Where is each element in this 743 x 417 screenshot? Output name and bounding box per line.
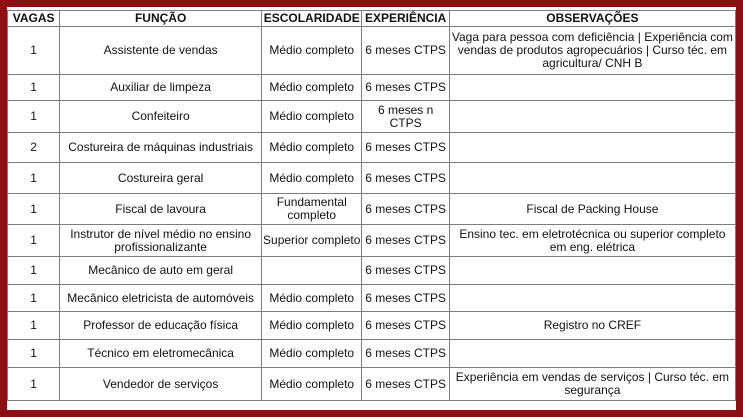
cell-vagas: 2 — [8, 133, 60, 163]
header-vagas: VAGAS — [8, 11, 60, 27]
table-row — [8, 133, 736, 163]
table-row — [8, 225, 736, 257]
table-row — [8, 27, 736, 75]
cell-vagas: 1 — [8, 101, 60, 133]
cell-escolaridade — [262, 257, 362, 285]
cell-experiencia: 6 meses CTPS — [362, 163, 449, 194]
table-row — [8, 75, 736, 101]
cell-observacoes — [449, 257, 735, 285]
cell-escolaridade: Médio completo — [262, 285, 362, 312]
cell-experiencia: 6 meses CTPS — [362, 368, 449, 401]
table-row — [8, 285, 736, 312]
cell-observacoes: Fiscal de Packing House — [449, 194, 735, 225]
cell-observacoes — [449, 340, 735, 368]
cell-escolaridade: Médio completo — [262, 368, 362, 401]
cell-vagas: 1 — [8, 194, 60, 225]
cell-escolaridade: Superior completo — [262, 225, 362, 257]
cell-funcao: Costureira geral — [60, 163, 262, 194]
cell-vagas: 1 — [8, 257, 60, 285]
table-row — [8, 194, 736, 225]
cell-observacoes — [449, 163, 735, 194]
cell-observacoes — [449, 75, 735, 101]
cell-experiencia: 6 meses CTPS — [362, 285, 449, 312]
cell-observacoes — [449, 133, 735, 163]
cell-vagas: 1 — [8, 340, 60, 368]
cell-funcao: Assistente de vendas — [60, 27, 262, 75]
cell-observacoes: Vaga para pessoa com deficiência | Experiência com vendas de produtos agropecuários | Curso téc. em agricultura/ CNH B — [449, 27, 735, 75]
cell-escolaridade: Médio completo — [262, 101, 362, 133]
cell-experiencia: 6 meses CTPS — [362, 340, 449, 368]
cell-funcao: Confeiteiro — [60, 101, 262, 133]
cell-observacoes: Registro no CREF — [449, 312, 735, 340]
cell-escolaridade: Médio completo — [262, 27, 362, 75]
cell-experiencia: 6 meses CTPS — [362, 133, 449, 163]
cell-experiencia: 6 meses CTPS — [362, 225, 449, 257]
cell-vagas: 1 — [8, 27, 60, 75]
cell-funcao: Instrutor de nível médio no ensino profissionalizante — [60, 225, 262, 257]
table-row — [8, 163, 736, 194]
cell-funcao: Mecânico de auto em geral — [60, 257, 262, 285]
header-escolaridade: ESCOLARIDADE — [262, 11, 362, 27]
header-funcao: FUNÇÃO — [60, 11, 262, 27]
table-row — [8, 340, 736, 368]
cell-experiencia: 6 meses n CTPS — [362, 101, 449, 133]
cell-escolaridade: Médio completo — [262, 340, 362, 368]
cell-observacoes: Experiência em vendas de serviços | Curso téc. em segurança — [449, 368, 735, 401]
table-row — [8, 368, 736, 401]
cell-funcao: Professor de educação física — [60, 312, 262, 340]
cell-experiencia: 6 meses CTPS — [362, 257, 449, 285]
job-table — [7, 10, 736, 401]
header-observacoes: OBSERVAÇÕES — [449, 11, 735, 27]
cell-vagas: 1 — [8, 163, 60, 194]
cell-funcao: Mecânico eletricista de automóveis — [60, 285, 262, 312]
cell-vagas: 1 — [8, 285, 60, 312]
cell-funcao: Costureira de máquinas industriais — [60, 133, 262, 163]
table-row — [8, 101, 736, 133]
cell-experiencia: 6 meses CTPS — [362, 75, 449, 101]
cell-experiencia: 6 meses CTPS — [362, 194, 449, 225]
cell-escolaridade: Médio completo — [262, 133, 362, 163]
cell-funcao: Técnico em eletromecânica — [60, 340, 262, 368]
cell-escolaridade: Médio completo — [262, 312, 362, 340]
cell-experiencia: 6 meses CTPS — [362, 312, 449, 340]
header-experiencia: EXPERIÊNCIA — [362, 11, 449, 27]
job-listing-sheet — [7, 7, 736, 410]
table-header-row — [8, 11, 736, 27]
cell-experiencia: 6 meses CTPS — [362, 27, 449, 75]
table-row — [8, 257, 736, 285]
cell-funcao: Auxiliar de limpeza — [60, 75, 262, 101]
cell-observacoes — [449, 101, 735, 133]
cell-funcao: Vendedor de serviços — [60, 368, 262, 401]
cell-escolaridade: Fundamental completo — [262, 194, 362, 225]
cell-escolaridade: Médio completo — [262, 163, 362, 194]
cell-observacoes: Ensino tec. em eletrotécnica ou superior completo em eng. elétrica — [449, 225, 735, 257]
cell-funcao: Fiscal de lavoura — [60, 194, 262, 225]
cell-observacoes — [449, 285, 735, 312]
cell-vagas: 1 — [8, 225, 60, 257]
cell-vagas: 1 — [8, 368, 60, 401]
cell-vagas: 1 — [8, 312, 60, 340]
cell-escolaridade: Médio completo — [262, 75, 362, 101]
cell-vagas: 1 — [8, 75, 60, 101]
table-row — [8, 312, 736, 340]
